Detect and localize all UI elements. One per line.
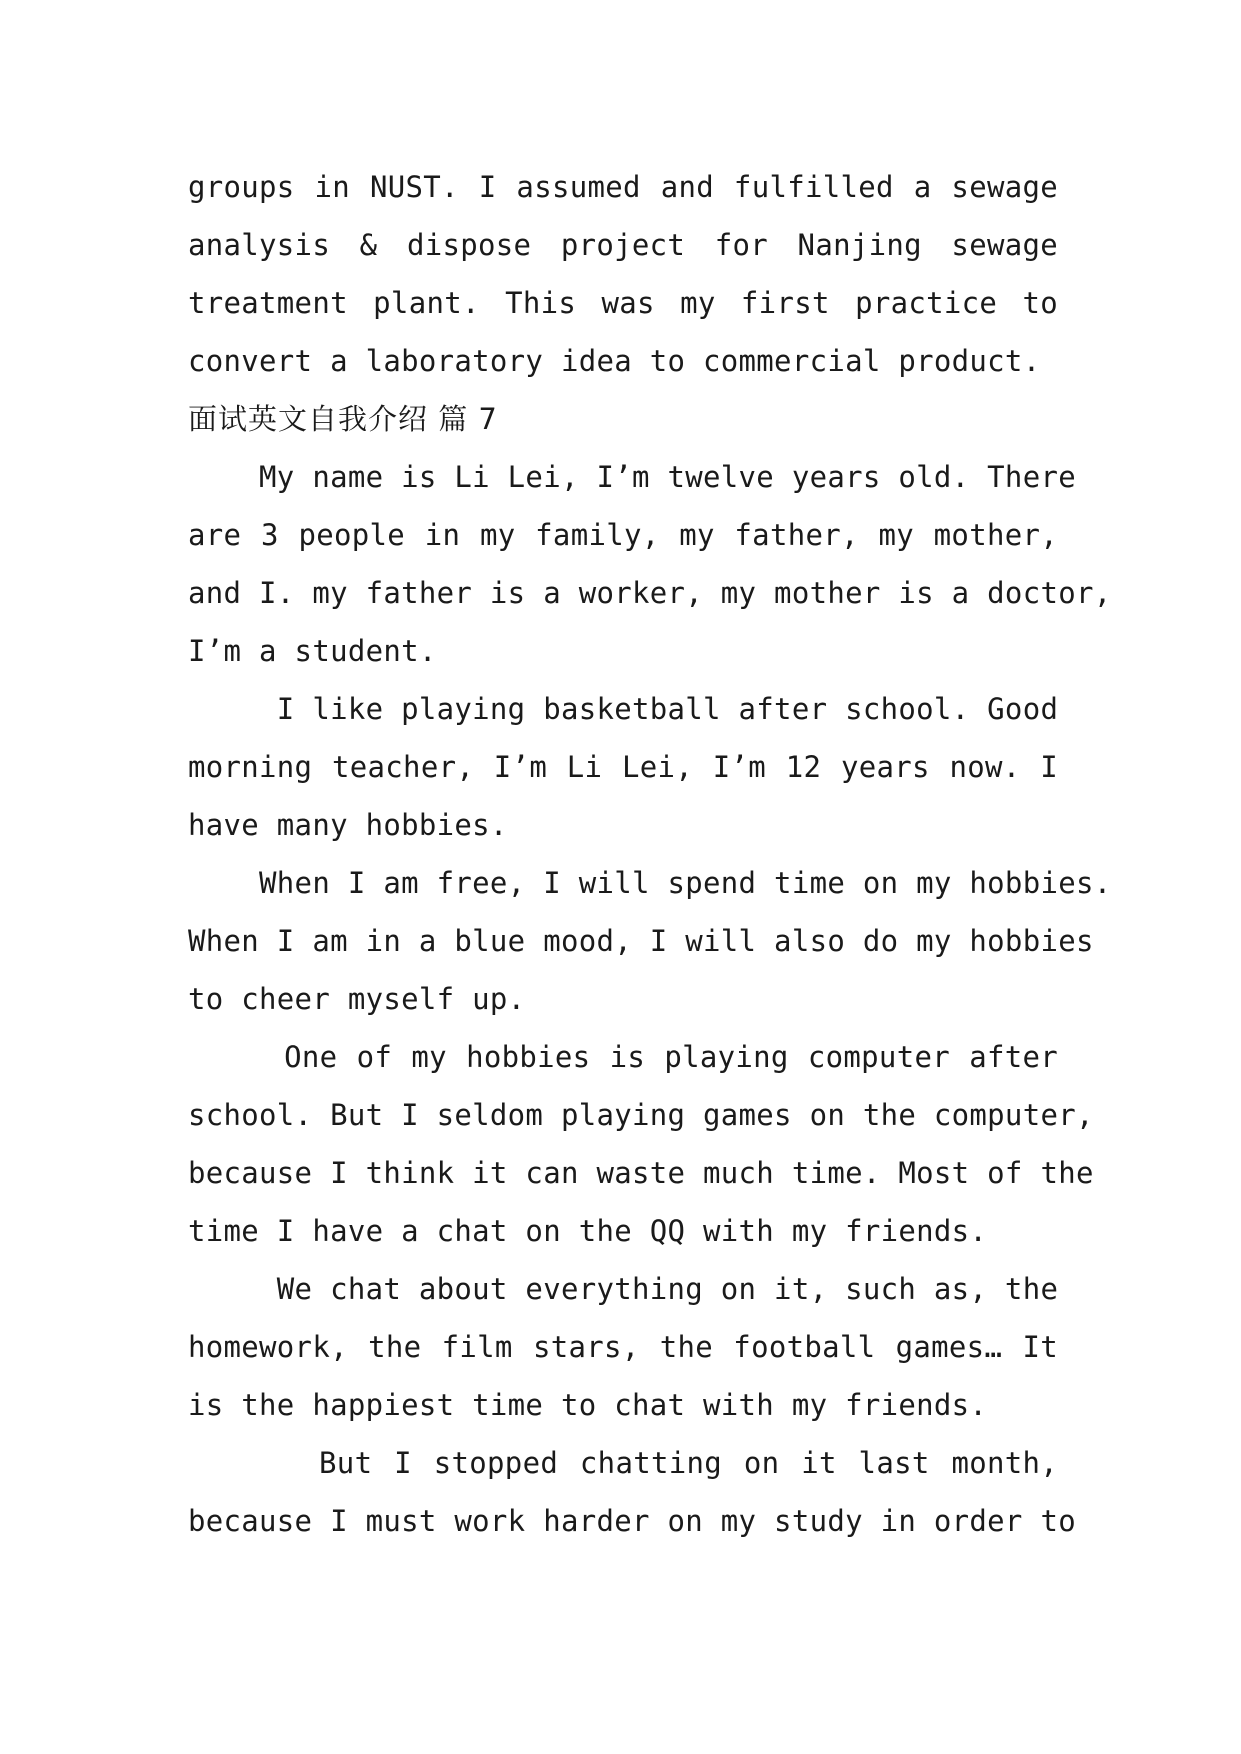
- text-line: groups in NUST. I assumed and fulfilled a sewage: [188, 170, 1058, 204]
- text-line: My name is Li Lei, I’m twelve years old. There: [188, 460, 1076, 494]
- text-line: I’m a student.: [188, 634, 437, 668]
- text-line: because I think it can waste much time. Most of the: [188, 1156, 1094, 1190]
- text-line: homework, the film stars, the football games… It: [188, 1330, 1058, 1364]
- text-line: morning teacher, I’m Li Lei, I’m 12 years now. I: [188, 750, 1058, 784]
- text-line: time I have a chat on the QQ with my friends.: [188, 1214, 988, 1248]
- text-line: We chat about everything on it, such as, the: [188, 1272, 1059, 1306]
- text-line: are 3 people in my family, my father, my mother,: [188, 518, 1058, 552]
- text-line: When I am free, I will spend time on my hobbies.: [188, 866, 1112, 900]
- section-heading: 面试英文自我介绍 篇 7: [188, 402, 498, 436]
- text-line: is the happiest time to chat with my friends.: [188, 1388, 988, 1422]
- text-line: When I am in a blue mood, I will also do my hobbies: [188, 924, 1094, 958]
- text-line: because I must work harder on my study in order to: [188, 1504, 1076, 1538]
- text-line: analysis & dispose project for Nanjing sewage: [188, 228, 1058, 262]
- text-line: have many hobbies.: [188, 808, 508, 842]
- text-line: I like playing basketball after school. Good: [188, 692, 1059, 726]
- text-line: and I. my father is a worker, my mother is a doctor,: [188, 576, 1112, 610]
- text-line: treatment plant. This was my first practice to: [188, 286, 1058, 320]
- text-line: school. But I seldom playing games on the computer,: [188, 1098, 1094, 1132]
- text-line: to cheer myself up.: [188, 982, 526, 1016]
- text-line: convert a laboratory idea to commercial product.: [188, 344, 1041, 378]
- text-line: One of my hobbies is playing computer after: [188, 1040, 1058, 1074]
- text-line: But I stopped chatting on it last month,: [188, 1446, 1058, 1480]
